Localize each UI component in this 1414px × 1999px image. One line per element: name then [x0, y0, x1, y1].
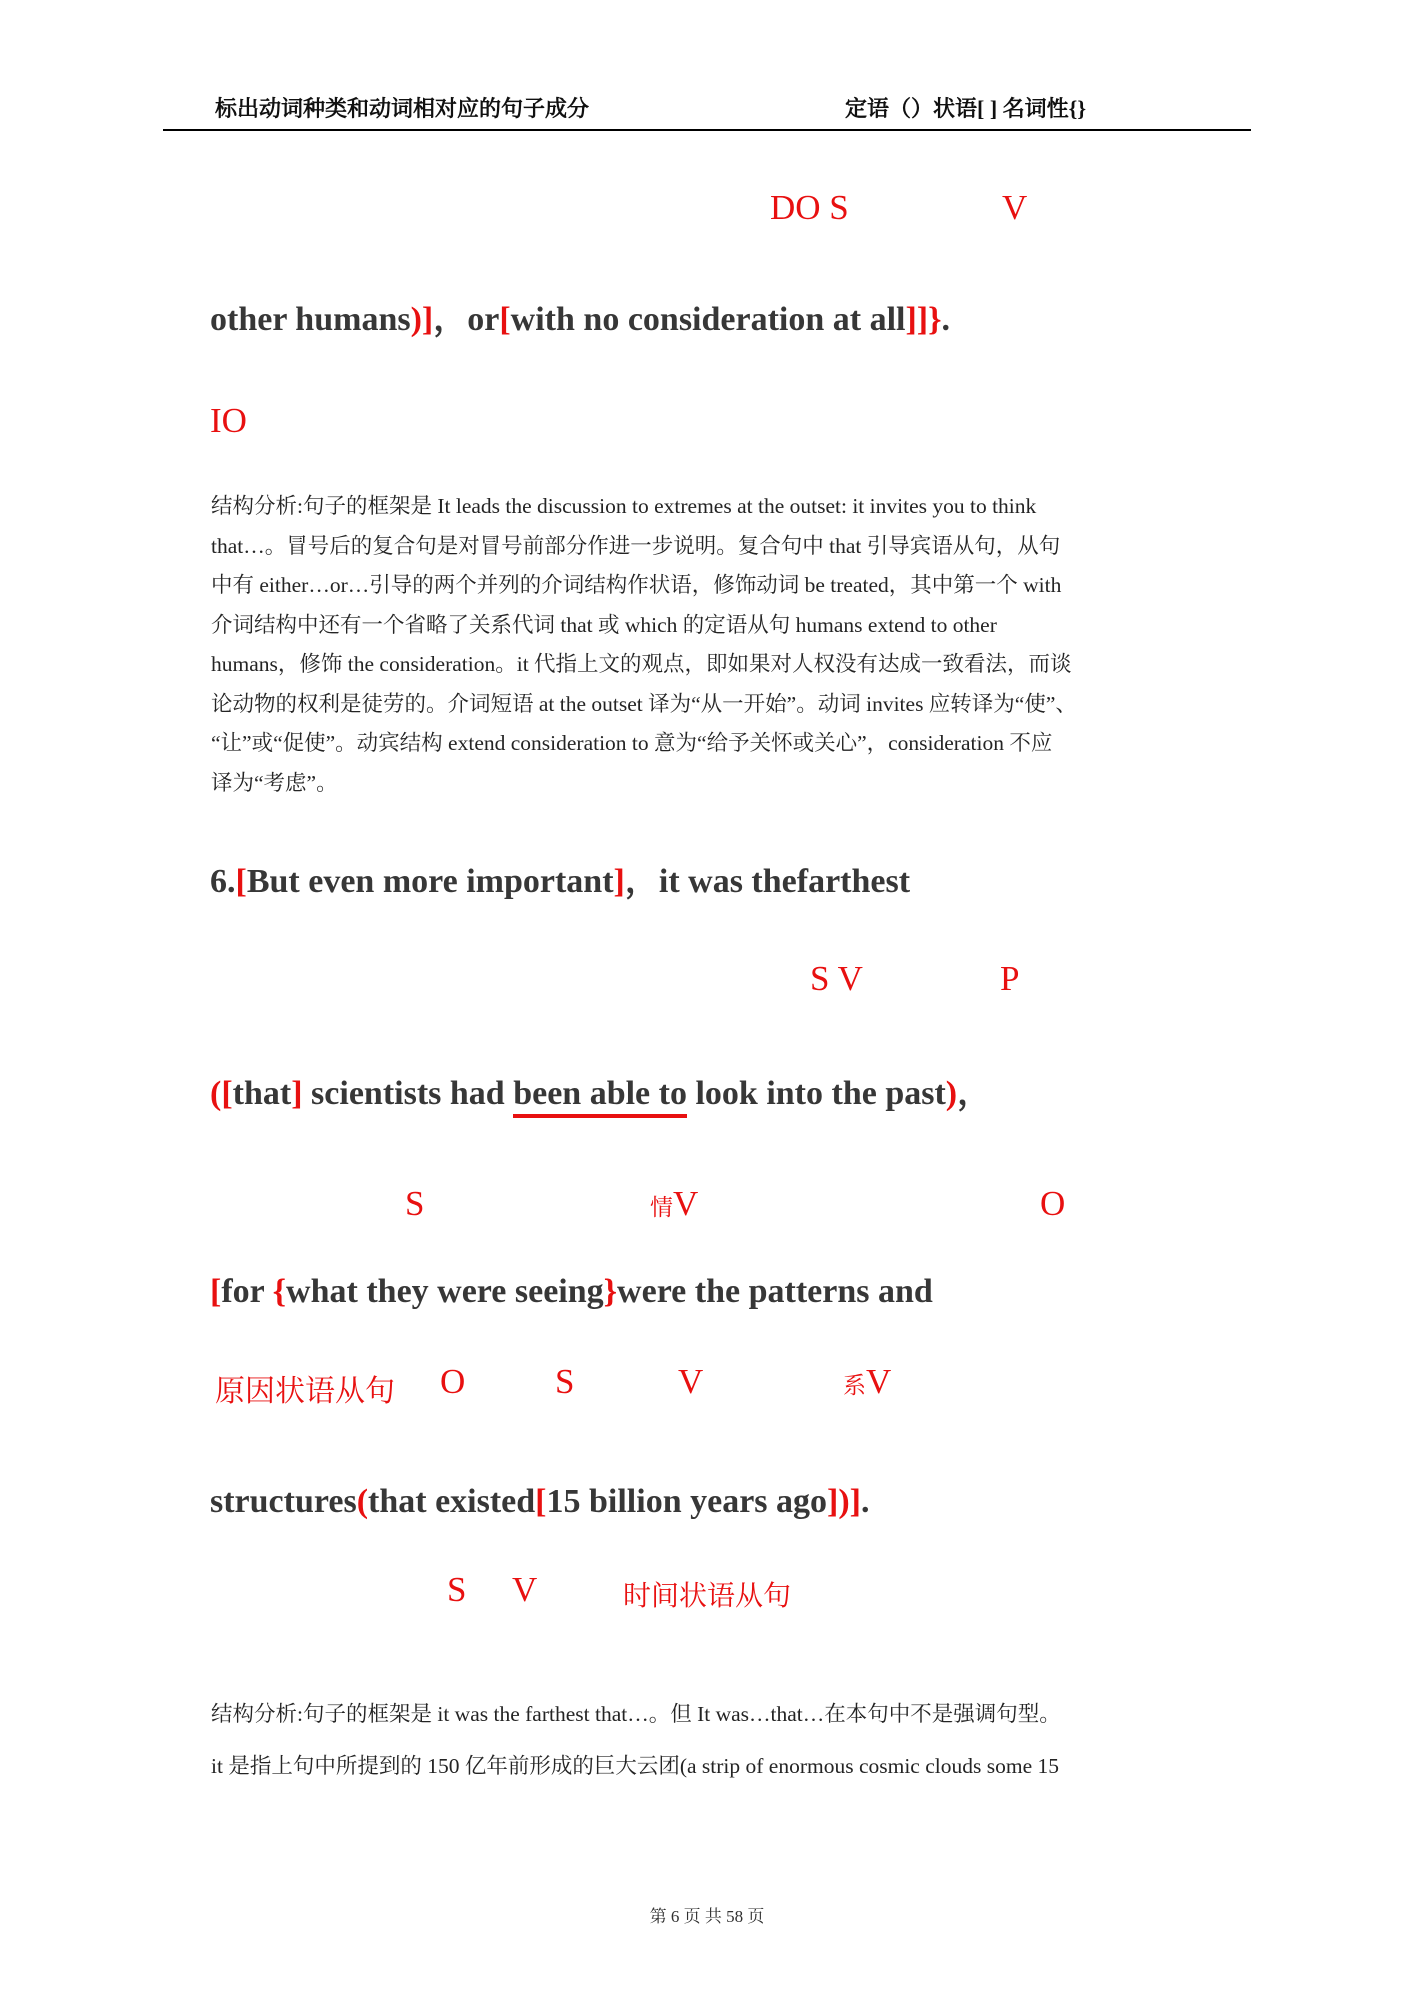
annotation-do-s: DO S: [770, 188, 849, 227]
text-segment: that: [232, 1075, 292, 1112]
sentence-scientists: [210, 1065, 991, 1114]
analysis-line: 结构分析:句子的框架是 it was the farthest that…。但 It was…that…在本句中不是强调句型。: [211, 1702, 1061, 1726]
annotation-v: V: [678, 1362, 704, 1401]
brace-red: }: [603, 1273, 618, 1310]
analysis-line: 中有 either…or…引导的两个并列的介词结构作状语，修饰动词 be treated，其中第一个 with: [211, 573, 1062, 597]
paren-red: ): [945, 1075, 958, 1112]
text-segment: other humans: [210, 301, 411, 338]
annotation-qing: 情: [650, 1195, 673, 1220]
annotation-reason-clause: [215, 1366, 395, 1410]
annotation-v: V: [673, 1184, 699, 1223]
bracket-red: )]: [410, 301, 434, 338]
analysis-line: 译为“考虑”。: [211, 770, 338, 795]
bracket-red: ]: [291, 1075, 303, 1112]
annotation-v: V: [866, 1362, 892, 1401]
annotation-v: V: [1002, 188, 1028, 227]
text-segment: ，: [624, 863, 659, 900]
annotation-p: P: [1000, 959, 1020, 998]
annotation-qing-v: [650, 1184, 698, 1224]
bracket-red: [: [221, 1075, 233, 1112]
text-segment: scientists had: [302, 1075, 514, 1112]
text-segment: what they were seeing: [286, 1273, 604, 1310]
text-segment: were the patterns and: [617, 1273, 933, 1310]
text-segment: .: [861, 1483, 870, 1520]
sentence-for-what: [210, 1273, 933, 1311]
sentence-other-humans: [210, 291, 950, 340]
analysis-line: “让”或“促使”。动宾结构 extend consideration to 意为“给予关怀或关心”，consideration 不应: [211, 731, 1053, 755]
text-segment: 15 billion years ago: [546, 1483, 828, 1520]
annotation-xi: 系: [843, 1373, 866, 1398]
analysis-paragraph-2: [211, 1688, 1061, 1792]
text-segment: look into the past: [686, 1075, 946, 1112]
sentence-structures: [210, 1483, 870, 1521]
text-segment: But even more important: [246, 863, 614, 900]
bracket-red: ])]: [827, 1483, 861, 1520]
header-right-legend: 定语（）状语[ ] 名词性{}: [845, 96, 1086, 121]
text-segment: structures: [210, 1483, 357, 1520]
annotation-s: S: [405, 1184, 425, 1223]
annotation-clause-label: 原因状语从句: [215, 1375, 395, 1408]
analysis-line: 论动物的权利是徒劳的。介词短语 at the outset 译为“从一开始”。动词 invites 应转译为“使”、: [211, 691, 1077, 716]
header-left-title: 标出动词种类和动词相对应的句子成分: [215, 96, 590, 121]
heading-item-6: [210, 853, 910, 902]
text-segment: that existed: [368, 1483, 536, 1520]
item-number: 6.: [210, 863, 236, 900]
analysis-line: 介词结构中还有一个省略了关系代词 that 或 which 的定语从句 humans extend to other: [211, 612, 997, 637]
annotation-s: S: [447, 1570, 467, 1609]
bracket-red: [: [535, 1483, 547, 1520]
analysis-line: 结构分析:句子的框架是 It leads the discussion to extremes at the outset: it invites you to think: [211, 494, 1037, 518]
analysis-line: that…。冒号后的复合句是对冒号前部分作进一步说明。复合句中 that 引导宾语从句，从句: [211, 533, 1061, 558]
text-segment: it was thefarthest: [658, 863, 911, 900]
annotation-v: V: [512, 1570, 538, 1609]
paren-red: (: [356, 1483, 369, 1520]
header-divider: [163, 129, 1251, 131]
analysis-paragraph-1: [211, 487, 1077, 803]
analysis-line: it 是指上句中所提到的 150 亿年前形成的巨大云团(a strip of enormous cosmic clouds some 15: [211, 1754, 1059, 1778]
text-segment: ，: [957, 1075, 992, 1112]
bracket-red: [: [499, 301, 511, 338]
text-segment: .: [941, 301, 951, 338]
annotation-xi-v: [843, 1362, 891, 1402]
text-segment: for: [221, 1273, 273, 1310]
annotation-time-clause: [623, 1574, 791, 1614]
text-segment: or: [467, 301, 500, 338]
bracket-red: [: [235, 863, 247, 900]
annotation-clause-label: 时间状语从句: [623, 1581, 792, 1612]
analysis-line: humans，修饰 the consideration。it 代指上文的观点，即如果对人权没有达成一致看法，而谈: [211, 652, 1072, 676]
annotation-o: O: [1040, 1184, 1066, 1223]
text-segment: ，: [433, 301, 468, 338]
bracket-red: ]]}: [905, 301, 942, 338]
bracket-red: ]: [613, 863, 625, 900]
annotation-io: IO: [210, 401, 247, 440]
annotation-o: O: [440, 1362, 466, 1401]
text-segment: with no consideration at all: [510, 301, 906, 338]
annotation-s: S: [555, 1362, 575, 1401]
brace-red: {: [272, 1273, 287, 1310]
underlined-segment: been able to: [513, 1075, 687, 1118]
bracket-red: [: [210, 1273, 222, 1310]
annotation-s-v: S V: [810, 959, 863, 998]
paren-red: (: [210, 1075, 222, 1112]
page-number-footer: 第 6 页 共 58 页: [649, 1907, 765, 1926]
